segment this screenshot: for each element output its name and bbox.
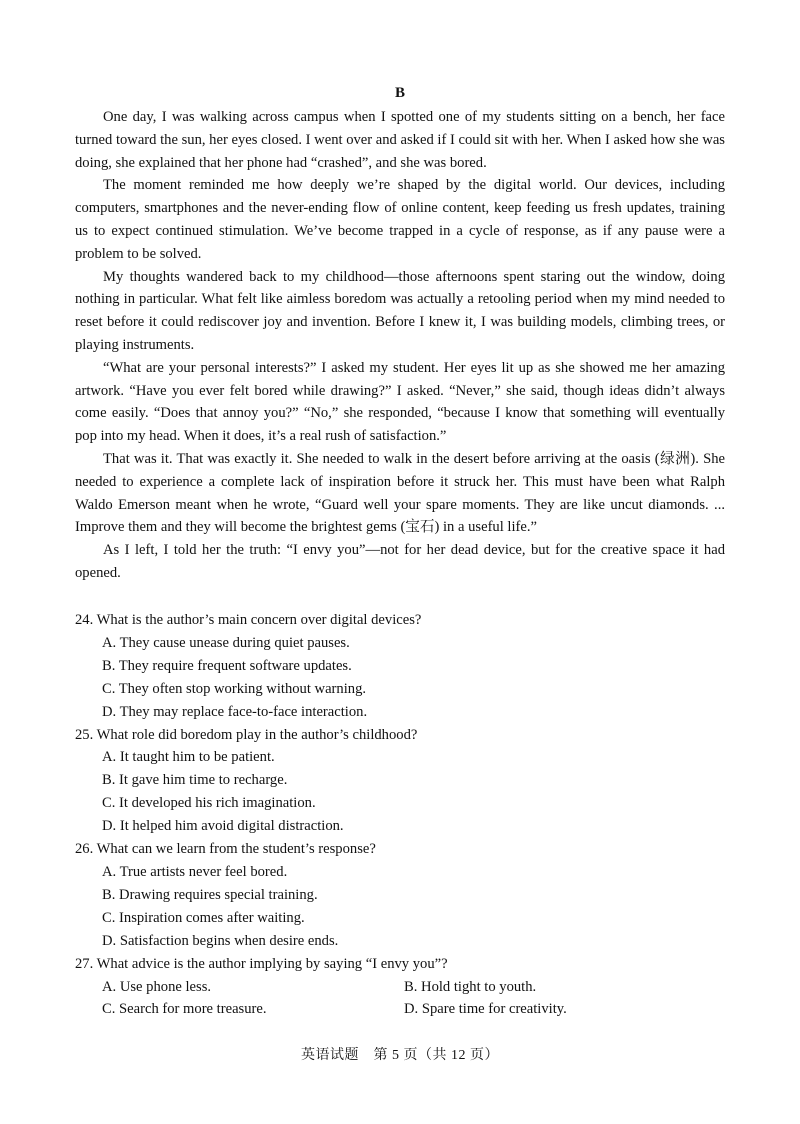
passage-paragraph: One day, I was walking across campus when I spotted one of my students sitting on a bench, her face turned toward the sun, her eyes closed. I went over and asked if I could sit with her. When I asked how she was doing, she explained that her phone had “crashed”, and she was bored. <box>75 109 725 171</box>
option-b: B. Hold tight to youth. <box>404 978 537 995</box>
option-a: A. They cause unease during quiet pauses. <box>102 634 350 651</box>
question-stem: 26. What can we learn from the student’s response? <box>75 841 376 858</box>
section-label: B <box>394 85 405 101</box>
question-stem: 27. What advice is the author implying by saying “I envy you”? <box>75 955 448 972</box>
option-b: B. Drawing requires special training. <box>102 886 318 903</box>
passage-paragraph: My thoughts wandered back to my childhood—those afternoons spent staring out the window, doing nothing in particular. What felt like aimless boredom was actually a retooling period when my mind needed to reset before it could rediscover joy and invention. Before I knew it, I was building models, climbing trees, or playing instruments. <box>75 268 725 353</box>
option-a: A. True artists never feel bored. <box>102 863 288 880</box>
question-26 <box>75 838 725 953</box>
option-d: D. It helped him avoid digital distraction. <box>102 818 344 835</box>
passage-paragraph: “What are your personal interests?” I asked my student. Her eyes lit up as she showed me her amazing artwork. “Have you ever felt bored while drawing?” I asked. “Never,” she said, though ideas didn’t always come easily. “Does that annoy you?” “No,” she responded, “because I know that something will eventually pop into my head. When it does, it’s a real rush of satisfaction.” <box>75 359 725 445</box>
question-27 <box>75 953 725 1022</box>
page-footer: 英语试题 第 5 页（共 12 页） <box>301 1048 499 1063</box>
option-c: C. Inspiration comes after waiting. <box>102 909 305 926</box>
option-c: C. It developed his rich imagination. <box>102 795 316 812</box>
option-list <box>75 632 725 724</box>
passage-paragraph: As I left, I told her the truth: “I envy you”—not for her dead device, but for the creative space it had opened. <box>75 542 725 581</box>
option-c: C. Search for more treasure. <box>102 1001 267 1018</box>
passage-paragraph: The moment reminded me how deeply we’re shaped by the digital world. Our devices, including computers, smartphones and the never-ending flow of online content, keep feeding us fresh updates, training us to expect continued stimulation. We’ve become trapped in a cycle of response, as if any pause were a problem to be solved. <box>75 177 725 262</box>
option-list <box>75 746 725 838</box>
option-d: D. Spare time for creativity. <box>404 1001 567 1018</box>
question-24 <box>75 609 725 724</box>
option-c: C. They often stop working without warning. <box>102 680 367 697</box>
question-list <box>75 609 725 1021</box>
option-list <box>75 976 725 1022</box>
option-d: D. They may replace face-to-face interaction. <box>102 703 368 720</box>
option-list <box>75 861 725 953</box>
option-b: B. They require frequent software updates. <box>102 657 352 674</box>
question-stem: 25. What role did boredom play in the author’s childhood? <box>75 726 418 743</box>
passage-paragraph: That was it. That was exactly it. She needed to walk in the desert before arriving at the oasis (绿洲). She needed to experience a complete lack of inspiration before it struck her. This must have been what Ralph Waldo Emerson meant when he wrote, “Guard well your spare moments. They are like uncut diamonds. ... Improve them and they will become the brightest gems (宝石) in a useful life.” <box>75 450 725 536</box>
question-25 <box>75 724 725 839</box>
option-d: D. Satisfaction begins when desire ends. <box>102 932 339 949</box>
option-a: A. It taught him to be patient. <box>102 749 275 766</box>
option-a: A. Use phone less. <box>102 978 212 995</box>
reading-passage <box>75 106 725 585</box>
option-b: B. It gave him time to recharge. <box>102 772 288 789</box>
question-stem: 24. What is the author’s main concern over digital devices? <box>75 612 422 628</box>
